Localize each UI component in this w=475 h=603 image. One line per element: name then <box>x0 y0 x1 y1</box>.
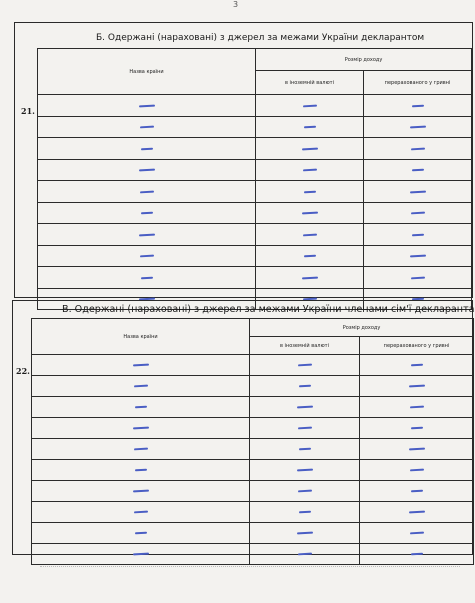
handwritten-dash <box>302 233 316 235</box>
uah-amount-cell[interactable] <box>364 138 472 160</box>
foreign-amount-cell[interactable] <box>256 267 364 289</box>
table-row <box>32 397 474 418</box>
uah-amount-cell[interactable] <box>360 376 474 397</box>
handwritten-dash <box>139 190 153 192</box>
handwritten-dash <box>133 511 147 513</box>
handwritten-dash <box>410 553 422 555</box>
handwritten-dash <box>296 532 312 534</box>
handwritten-dash <box>408 511 424 513</box>
section-v-row-number: 22. <box>16 366 30 376</box>
handwritten-dash <box>410 364 422 366</box>
country-cell[interactable] <box>38 159 256 181</box>
country-cell[interactable] <box>32 439 250 460</box>
uah-amount-cell[interactable] <box>364 267 472 289</box>
table-row <box>38 159 472 181</box>
foreign-amount-cell[interactable] <box>250 397 360 418</box>
uah-amount-cell[interactable] <box>360 502 474 523</box>
handwritten-dash <box>409 190 425 192</box>
uah-amount-cell[interactable] <box>364 95 472 117</box>
table-row <box>32 439 474 460</box>
table-row <box>32 460 474 481</box>
table-row <box>32 544 474 565</box>
foreign-amount-cell[interactable] <box>256 202 364 224</box>
page-footer-line <box>40 566 460 575</box>
col-foreign-header: в іноземній валюті <box>250 337 360 355</box>
handwritten-dash <box>133 448 147 450</box>
uah-amount-cell[interactable] <box>364 116 472 138</box>
table-row <box>32 376 474 397</box>
uah-amount-cell[interactable] <box>364 181 472 203</box>
table-row <box>32 418 474 439</box>
handwritten-dash <box>298 448 310 450</box>
col-income-header: Розмір доходу <box>256 49 472 71</box>
uah-amount-cell[interactable] <box>360 460 474 481</box>
handwritten-dash <box>410 427 422 429</box>
handwritten-dash <box>134 532 146 534</box>
table-row <box>38 95 472 117</box>
table-row <box>38 245 472 267</box>
foreign-amount-cell[interactable] <box>256 95 364 117</box>
handwritten-dash <box>301 212 317 214</box>
section-b-title: Б. Одержані (нараховані) з джерел за межами України декларантом <box>96 33 425 43</box>
foreign-amount-cell[interactable] <box>256 245 364 267</box>
table-row <box>32 355 474 376</box>
handwritten-dash <box>303 255 315 257</box>
handwritten-dash <box>297 490 311 492</box>
handwritten-dash <box>297 553 311 555</box>
country-cell[interactable] <box>32 502 250 523</box>
handwritten-dash <box>296 469 312 471</box>
table-row <box>38 138 472 160</box>
handwritten-dash <box>409 469 423 471</box>
handwritten-dash <box>410 490 422 492</box>
handwritten-dash <box>409 126 425 128</box>
foreign-amount-cell[interactable] <box>256 116 364 138</box>
table-row <box>32 523 474 544</box>
section-v-table <box>31 318 474 565</box>
foreign-amount-cell[interactable] <box>250 481 360 502</box>
handwritten-dash <box>132 490 148 492</box>
handwritten-dash <box>297 364 311 366</box>
uah-amount-cell[interactable] <box>360 418 474 439</box>
handwritten-dash <box>410 276 424 278</box>
foreign-amount-cell[interactable] <box>250 355 360 376</box>
foreign-amount-cell[interactable] <box>250 418 360 439</box>
table-row <box>38 267 472 289</box>
country-cell[interactable] <box>32 544 250 565</box>
handwritten-dash <box>411 233 423 235</box>
uah-amount-cell[interactable] <box>360 481 474 502</box>
handwritten-dash <box>138 104 154 106</box>
uah-amount-cell[interactable] <box>360 439 474 460</box>
section-b-table <box>37 48 472 310</box>
foreign-amount-cell[interactable] <box>250 544 360 565</box>
col-country-header: Назва країни <box>38 49 256 95</box>
country-cell[interactable] <box>38 181 256 203</box>
uah-amount-cell[interactable] <box>360 355 474 376</box>
country-cell[interactable] <box>38 267 256 289</box>
handwritten-dash <box>139 126 153 128</box>
table-row <box>32 502 474 523</box>
col-income-header: Розмір доходу <box>250 319 474 337</box>
handwritten-dash <box>303 126 315 128</box>
uah-amount-cell[interactable] <box>360 523 474 544</box>
table-row <box>38 181 472 203</box>
handwritten-dash <box>410 147 424 149</box>
col-uah-header: перерахованого у гривні <box>360 337 474 355</box>
foreign-amount-cell[interactable] <box>250 502 360 523</box>
foreign-amount-cell[interactable] <box>250 523 360 544</box>
handwritten-dash <box>139 255 153 257</box>
handwritten-dash <box>303 190 315 192</box>
handwritten-dash <box>411 104 423 106</box>
col-country-header: Назва країни <box>32 319 250 355</box>
country-cell[interactable] <box>32 355 250 376</box>
table-row <box>38 224 472 246</box>
foreign-amount-cell[interactable] <box>250 460 360 481</box>
handwritten-dash <box>301 147 317 149</box>
uah-amount-cell[interactable] <box>364 202 472 224</box>
foreign-amount-cell[interactable] <box>250 376 360 397</box>
handwritten-dash <box>296 406 312 408</box>
handwritten-dash <box>138 169 154 171</box>
uah-amount-cell[interactable] <box>364 245 472 267</box>
uah-amount-cell[interactable] <box>364 224 472 246</box>
country-cell[interactable] <box>32 523 250 544</box>
uah-amount-cell[interactable] <box>364 159 472 181</box>
handwritten-dash <box>302 104 316 106</box>
country-cell[interactable] <box>32 376 250 397</box>
handwritten-dash <box>140 276 152 278</box>
country-cell[interactable] <box>32 397 250 418</box>
foreign-amount-cell[interactable] <box>256 159 364 181</box>
foreign-amount-cell[interactable] <box>256 181 364 203</box>
country-cell[interactable] <box>38 138 256 160</box>
table-row <box>32 481 474 502</box>
handwritten-dash <box>140 147 152 149</box>
country-cell[interactable] <box>32 418 250 439</box>
handwritten-dash <box>409 255 425 257</box>
handwritten-dash <box>409 406 423 408</box>
country-cell[interactable] <box>32 460 250 481</box>
handwritten-dash <box>408 448 424 450</box>
foreign-amount-cell[interactable] <box>256 138 364 160</box>
handwritten-dash <box>297 427 311 429</box>
foreign-amount-cell[interactable] <box>256 224 364 246</box>
handwritten-dash <box>298 511 310 513</box>
country-cell[interactable] <box>38 224 256 246</box>
handwritten-dash <box>132 364 148 366</box>
section-b-row-number: 21. <box>21 106 35 116</box>
handwritten-dash <box>410 212 424 214</box>
uah-amount-cell[interactable] <box>360 397 474 418</box>
foreign-amount-cell[interactable] <box>250 439 360 460</box>
country-cell[interactable] <box>38 95 256 117</box>
handwritten-dash <box>140 212 152 214</box>
handwritten-dash <box>133 385 147 387</box>
table-row <box>38 116 472 138</box>
handwritten-dash <box>132 553 148 555</box>
handwritten-dash <box>301 276 317 278</box>
handwritten-dash <box>411 169 423 171</box>
country-cell[interactable] <box>38 202 256 224</box>
country-cell[interactable] <box>38 116 256 138</box>
handwritten-dash <box>298 385 310 387</box>
table-row <box>38 202 472 224</box>
handwritten-dash <box>408 385 424 387</box>
section-v-title: В. Одержані (нараховані) з джерел за межами України членами сім'ї декларанта <box>62 304 475 315</box>
page-number: 3 <box>233 0 239 9</box>
handwritten-dash <box>132 427 148 429</box>
handwritten-dash <box>409 532 423 534</box>
country-cell[interactable] <box>32 481 250 502</box>
handwritten-dash <box>134 406 146 408</box>
country-cell[interactable] <box>38 245 256 267</box>
handwritten-dash <box>134 469 146 471</box>
col-uah-header: перерахованого у гривні <box>364 71 472 95</box>
col-foreign-header: в іноземній валюті <box>256 71 364 95</box>
uah-amount-cell[interactable] <box>360 544 474 565</box>
handwritten-dash <box>302 169 316 171</box>
handwritten-dash <box>138 233 154 235</box>
